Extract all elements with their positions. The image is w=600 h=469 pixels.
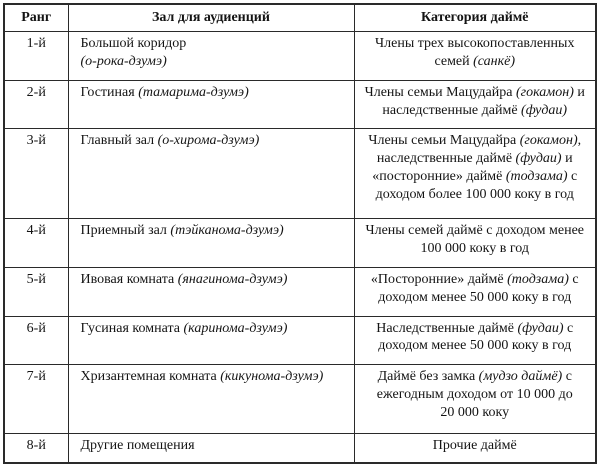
japanese-term: (гокамон)	[515, 84, 574, 100]
rank-cell: 5-й	[4, 267, 68, 316]
rank-cell: 1-й	[4, 31, 68, 80]
category-cell	[354, 129, 596, 219]
cell-text: Хризантемная комната	[80, 369, 221, 385]
cell-text: Главный зал	[80, 133, 158, 149]
cell-text: Прочие даймё	[432, 438, 517, 454]
japanese-term: (гокамон)	[519, 133, 578, 149]
cell-text: Ивовая комната	[80, 271, 178, 287]
category-cell	[354, 80, 596, 129]
cell-text: с доходом менее 50 000 коку в год	[378, 271, 579, 305]
column-header-hall: Зал для аудиенций	[68, 4, 354, 31]
table-row	[4, 80, 596, 129]
hall-cell	[68, 31, 354, 80]
cell-text: Гусиная комната	[80, 320, 184, 336]
category-cell	[354, 316, 596, 365]
cell-text: «Посторонние» даймё	[370, 271, 508, 287]
cell-text: Приемный зал	[80, 223, 171, 239]
hall-cell	[68, 267, 354, 316]
hall-cell	[68, 316, 354, 365]
cell-text: Даймё без замка	[377, 369, 479, 385]
cell-text: , наследственные даймё	[376, 133, 582, 167]
japanese-term: (каринома-дзумэ)	[183, 320, 288, 336]
table-row	[4, 434, 596, 463]
japanese-term: (о-рока-дзумэ)	[80, 53, 167, 69]
table-row	[4, 219, 596, 268]
table-body	[4, 31, 596, 463]
table-row	[4, 267, 596, 316]
cell-text: с ежегодным доходом от 10 000 до 20 000 коку	[376, 369, 573, 421]
header-row	[4, 4, 596, 31]
cell-text: Члены семьи Мацудайра	[368, 133, 520, 149]
japanese-term: (тодзама)	[507, 271, 569, 287]
category-cell	[354, 267, 596, 316]
cell-text: Члены семьи Мацудайра	[364, 84, 516, 100]
cell-text: Другие помещения	[80, 438, 195, 454]
japanese-term: (фудаи)	[521, 102, 568, 118]
rank-cell: 3-й	[4, 129, 68, 219]
cell-text: Большой коридор	[80, 35, 187, 51]
japanese-term: (о-хирома-дзумэ)	[157, 133, 260, 149]
rank-cell: 4-й	[4, 219, 68, 268]
table-header	[4, 4, 596, 31]
japanese-term: (тэйканома-дзумэ)	[170, 223, 284, 239]
rank-cell: 2-й	[4, 80, 68, 129]
category-cell	[354, 365, 596, 434]
cell-text: с доходом более 100 000 коку в год	[375, 169, 578, 203]
japanese-term: (кикунома-дзумэ)	[220, 369, 324, 385]
japanese-term: (тамарима-дзумэ)	[138, 84, 249, 100]
cell-text: Гостиная	[80, 84, 139, 100]
hall-cell	[68, 80, 354, 129]
category-cell	[354, 31, 596, 80]
japanese-term: (фудаи)	[515, 151, 562, 167]
rank-cell: 8-й	[4, 434, 68, 463]
cell-text: Члены семей даймё с доходом менее 100 000 коку в год	[365, 223, 585, 256]
audience-halls-table	[3, 3, 597, 464]
rank-cell: 6-й	[4, 316, 68, 365]
japanese-term: (фудаи)	[517, 320, 564, 336]
hall-cell	[68, 219, 354, 268]
table-row	[4, 316, 596, 365]
cell-text: и «посторонние» даймё	[372, 151, 573, 185]
japanese-term: (мудзо даймё)	[478, 369, 563, 385]
category-cell	[354, 219, 596, 268]
column-header-rank: Ранг	[4, 4, 68, 31]
japanese-term: (санкё)	[473, 53, 516, 69]
rank-cell: 7-й	[4, 365, 68, 434]
cell-text: Члены трех высокопоставленных семей	[375, 35, 575, 69]
cell-text: Наследственные даймё	[376, 320, 518, 336]
hall-cell	[68, 434, 354, 463]
category-cell	[354, 434, 596, 463]
japanese-term: (тодзама)	[505, 169, 568, 185]
hall-cell	[68, 365, 354, 434]
hall-cell	[68, 129, 354, 219]
column-header-category: Категория даймё	[354, 4, 596, 31]
table-row	[4, 365, 596, 434]
table-row	[4, 129, 596, 219]
cell-text: и наследственные даймё	[382, 84, 585, 118]
table-row	[4, 31, 596, 80]
japanese-term: (янагинома-дзумэ)	[177, 271, 288, 287]
cell-text: с доходом менее 50 000 коку в год	[378, 320, 574, 354]
